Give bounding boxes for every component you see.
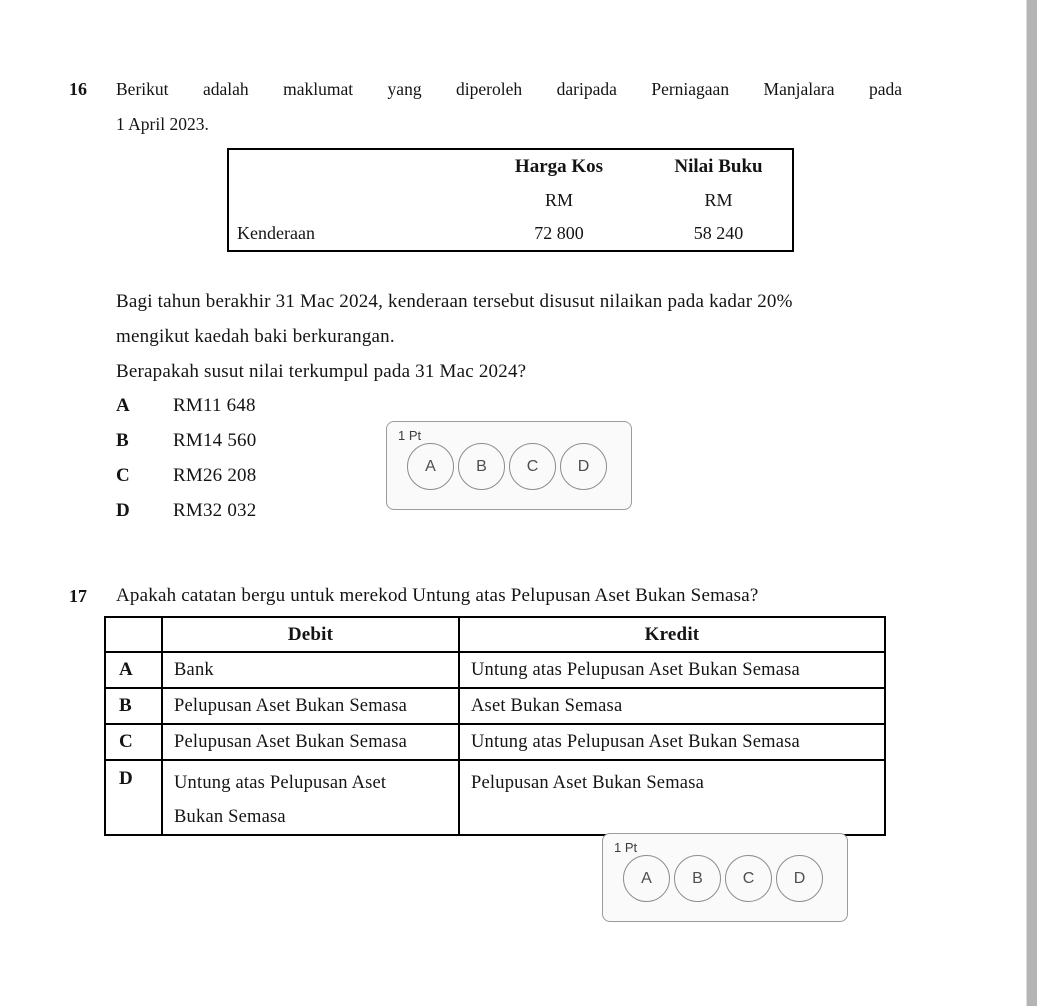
table-row bbox=[105, 688, 885, 724]
choice-group bbox=[407, 443, 607, 490]
option-d-letter: D bbox=[116, 500, 130, 521]
option-c-text: RM26 208 bbox=[173, 465, 257, 486]
kredit-header: Kredit bbox=[459, 617, 885, 652]
harga-kos-header: Harga Kos bbox=[514, 155, 604, 177]
row-d-letter: D bbox=[105, 760, 162, 835]
option-a-letter: A bbox=[116, 395, 130, 416]
question-16-stem-line1: Berikut adalah maklumat yang diperoleh daripada Perniagaan Manjalara pada bbox=[116, 79, 902, 99]
question-16-stem-line2: 1 April 2023. bbox=[116, 114, 209, 134]
journal-entry-options-table bbox=[104, 616, 886, 836]
table-row bbox=[228, 183, 793, 217]
table-row bbox=[105, 652, 885, 688]
row-b-kredit: Aset Bukan Semasa bbox=[459, 688, 885, 724]
row-d-debit bbox=[162, 760, 459, 835]
question-17-stem: Apakah catatan bergu untuk merekod Untung atas Pelupusan Aset Bukan Semasa? bbox=[116, 585, 759, 606]
points-label: 1 Pt bbox=[614, 840, 638, 855]
points-label: 1 Pt bbox=[398, 428, 422, 443]
row-d-kredit-line1: Pelupusan Aset Bukan Semasa bbox=[471, 773, 705, 793]
row-a-letter: A bbox=[105, 652, 162, 688]
answer-widget-q16 bbox=[386, 421, 632, 510]
nilai-buku-value: 58 240 bbox=[693, 223, 744, 243]
row-c-debit: Pelupusan Aset Bukan Semasa bbox=[162, 724, 459, 760]
table-row bbox=[228, 149, 793, 183]
question-16-body-line2: mengikut kaedah baki berkurangan. bbox=[116, 326, 395, 347]
option-c-letter: C bbox=[116, 465, 130, 486]
row-b-letter: B bbox=[105, 688, 162, 724]
choice-c-button[interactable]: C bbox=[509, 443, 556, 490]
choice-a-button[interactable]: A bbox=[407, 443, 454, 490]
choice-d-button[interactable]: D bbox=[776, 855, 823, 902]
table-row bbox=[228, 217, 793, 251]
table-row bbox=[105, 760, 885, 835]
question-16-number: 16 bbox=[69, 79, 87, 99]
choice-b-button[interactable]: B bbox=[674, 855, 721, 902]
choice-a-button[interactable]: A bbox=[623, 855, 670, 902]
asset-label: Kenderaan bbox=[237, 223, 315, 243]
row-a-debit: Bank bbox=[162, 652, 459, 688]
currency-unit: RM bbox=[544, 189, 573, 210]
choice-c-button[interactable]: C bbox=[725, 855, 772, 902]
debit-header: Debit bbox=[162, 617, 459, 652]
answer-widget-q17 bbox=[602, 833, 848, 922]
asset-info-table bbox=[227, 148, 794, 252]
choice-b-button[interactable]: B bbox=[458, 443, 505, 490]
row-b-debit: Pelupusan Aset Bukan Semasa bbox=[162, 688, 459, 724]
choice-d-button[interactable]: D bbox=[560, 443, 607, 490]
table-row bbox=[105, 724, 885, 760]
row-d-debit-line2: Bukan Semasa bbox=[174, 807, 286, 827]
option-b-text: RM14 560 bbox=[173, 430, 257, 451]
row-a-kredit: Untung atas Pelupusan Aset Bukan Semasa bbox=[459, 652, 885, 688]
nilai-buku-header: Nilai Buku bbox=[674, 155, 763, 177]
currency-unit: RM bbox=[704, 189, 733, 210]
row-d-debit-line1: Untung atas Pelupusan Aset bbox=[174, 773, 387, 793]
row-d-kredit bbox=[459, 760, 885, 835]
question-16-prompt: Berapakah susut nilai terkumpul pada 31 Mac 2024? bbox=[116, 361, 527, 382]
choice-group bbox=[623, 855, 823, 902]
harga-kos-value: 72 800 bbox=[534, 223, 584, 243]
row-c-letter: C bbox=[105, 724, 162, 760]
table-header-row bbox=[105, 617, 885, 652]
row-c-kredit: Untung atas Pelupusan Aset Bukan Semasa bbox=[459, 724, 885, 760]
option-a-text: RM11 648 bbox=[173, 395, 256, 416]
question-17-number: 17 bbox=[69, 586, 87, 606]
question-16-body-line1: Bagi tahun berakhir 31 Mac 2024, kenderaan tersebut disusut nilaikan pada kadar 20% bbox=[116, 291, 793, 312]
option-d-text: RM32 032 bbox=[173, 500, 257, 521]
scrollbar[interactable] bbox=[1026, 0, 1037, 1006]
option-b-letter: B bbox=[116, 430, 129, 451]
